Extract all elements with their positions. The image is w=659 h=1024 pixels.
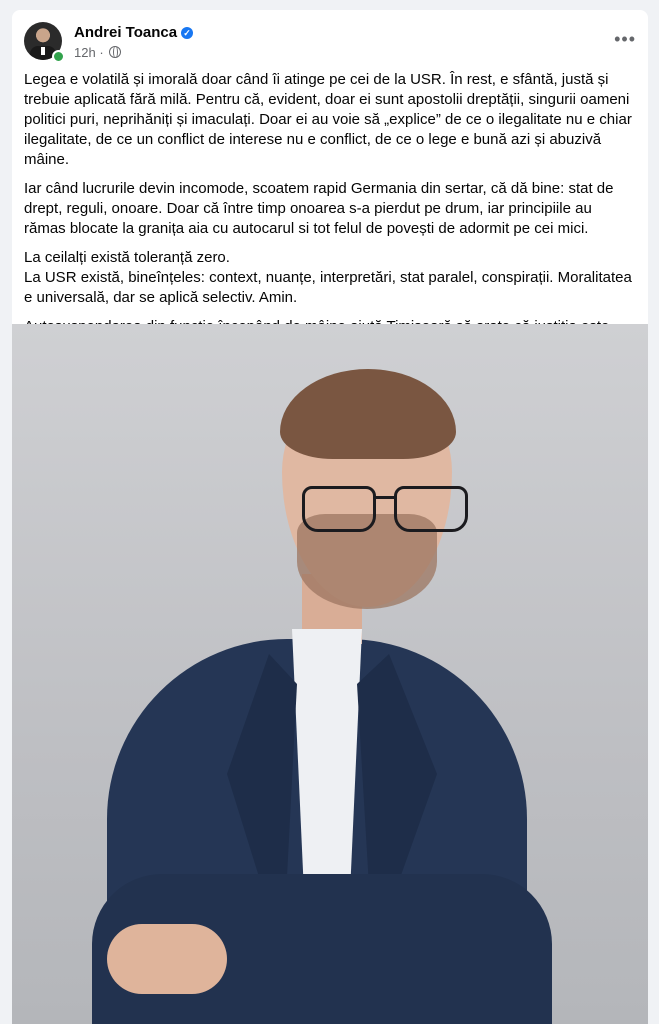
post-header	[24, 22, 636, 62]
globe-icon	[109, 46, 121, 58]
author-name-row	[74, 24, 193, 41]
more-options-icon[interactable]: •••	[614, 29, 636, 49]
photo-glasses	[302, 486, 472, 528]
post-meta: 12h ·	[74, 45, 121, 60]
photo-hand	[107, 924, 227, 994]
post-paragraph: La USR există, bineînțeles: context, nuanțe, interpretări, stat paralel, conspirații. Moralitatea e universală, dar se aplică selectiv. Amin.	[24, 269, 632, 306]
photo-hair	[280, 369, 456, 459]
photo-lens-left	[302, 486, 376, 532]
photo-glasses-bridge	[376, 496, 394, 499]
verified-badge-icon: ✓	[181, 27, 193, 39]
online-status-icon	[52, 50, 65, 63]
post-paragraph: La ceilalți există toleranță zero.	[24, 249, 230, 266]
post-photo[interactable]	[12, 324, 648, 1024]
post-text	[24, 70, 636, 366]
post-time[interactable]: 12h	[74, 45, 96, 60]
post-paragraph: Iar când lucrurile devin incomode, scoatem rapid Germania din sertar, că dă bine: stat de drept, reguli, onoare. Doar că între timp onoarea s-a pierdut pe drum, iar principiile au rămas blocate la granița aia cu autocarul si tot felul de povești de adormit pe cei mici.	[24, 180, 614, 237]
author-name[interactable]: Andrei Toanca	[74, 24, 178, 41]
post-card	[12, 10, 648, 1024]
avatar-shirt	[41, 47, 45, 55]
post-paragraph: Legea e volatilă și imorală doar când îi atinge pe cei de la USR. În rest, e sfântă, justă și trebuie aplicată fără milă. Pentru că, evident, doar ei sunt apostolii dreptății, singurii oameni politici puri, neprihăniți și imaculați. Doar ei au voie să „explice” de ce o ilegalitate nu e chiar ilegalitate, de ce un conflict de interese nu e conflict, de ce o lege e bună azi și abuzivă mâine.	[24, 71, 632, 168]
photo-lens-right	[394, 486, 468, 532]
